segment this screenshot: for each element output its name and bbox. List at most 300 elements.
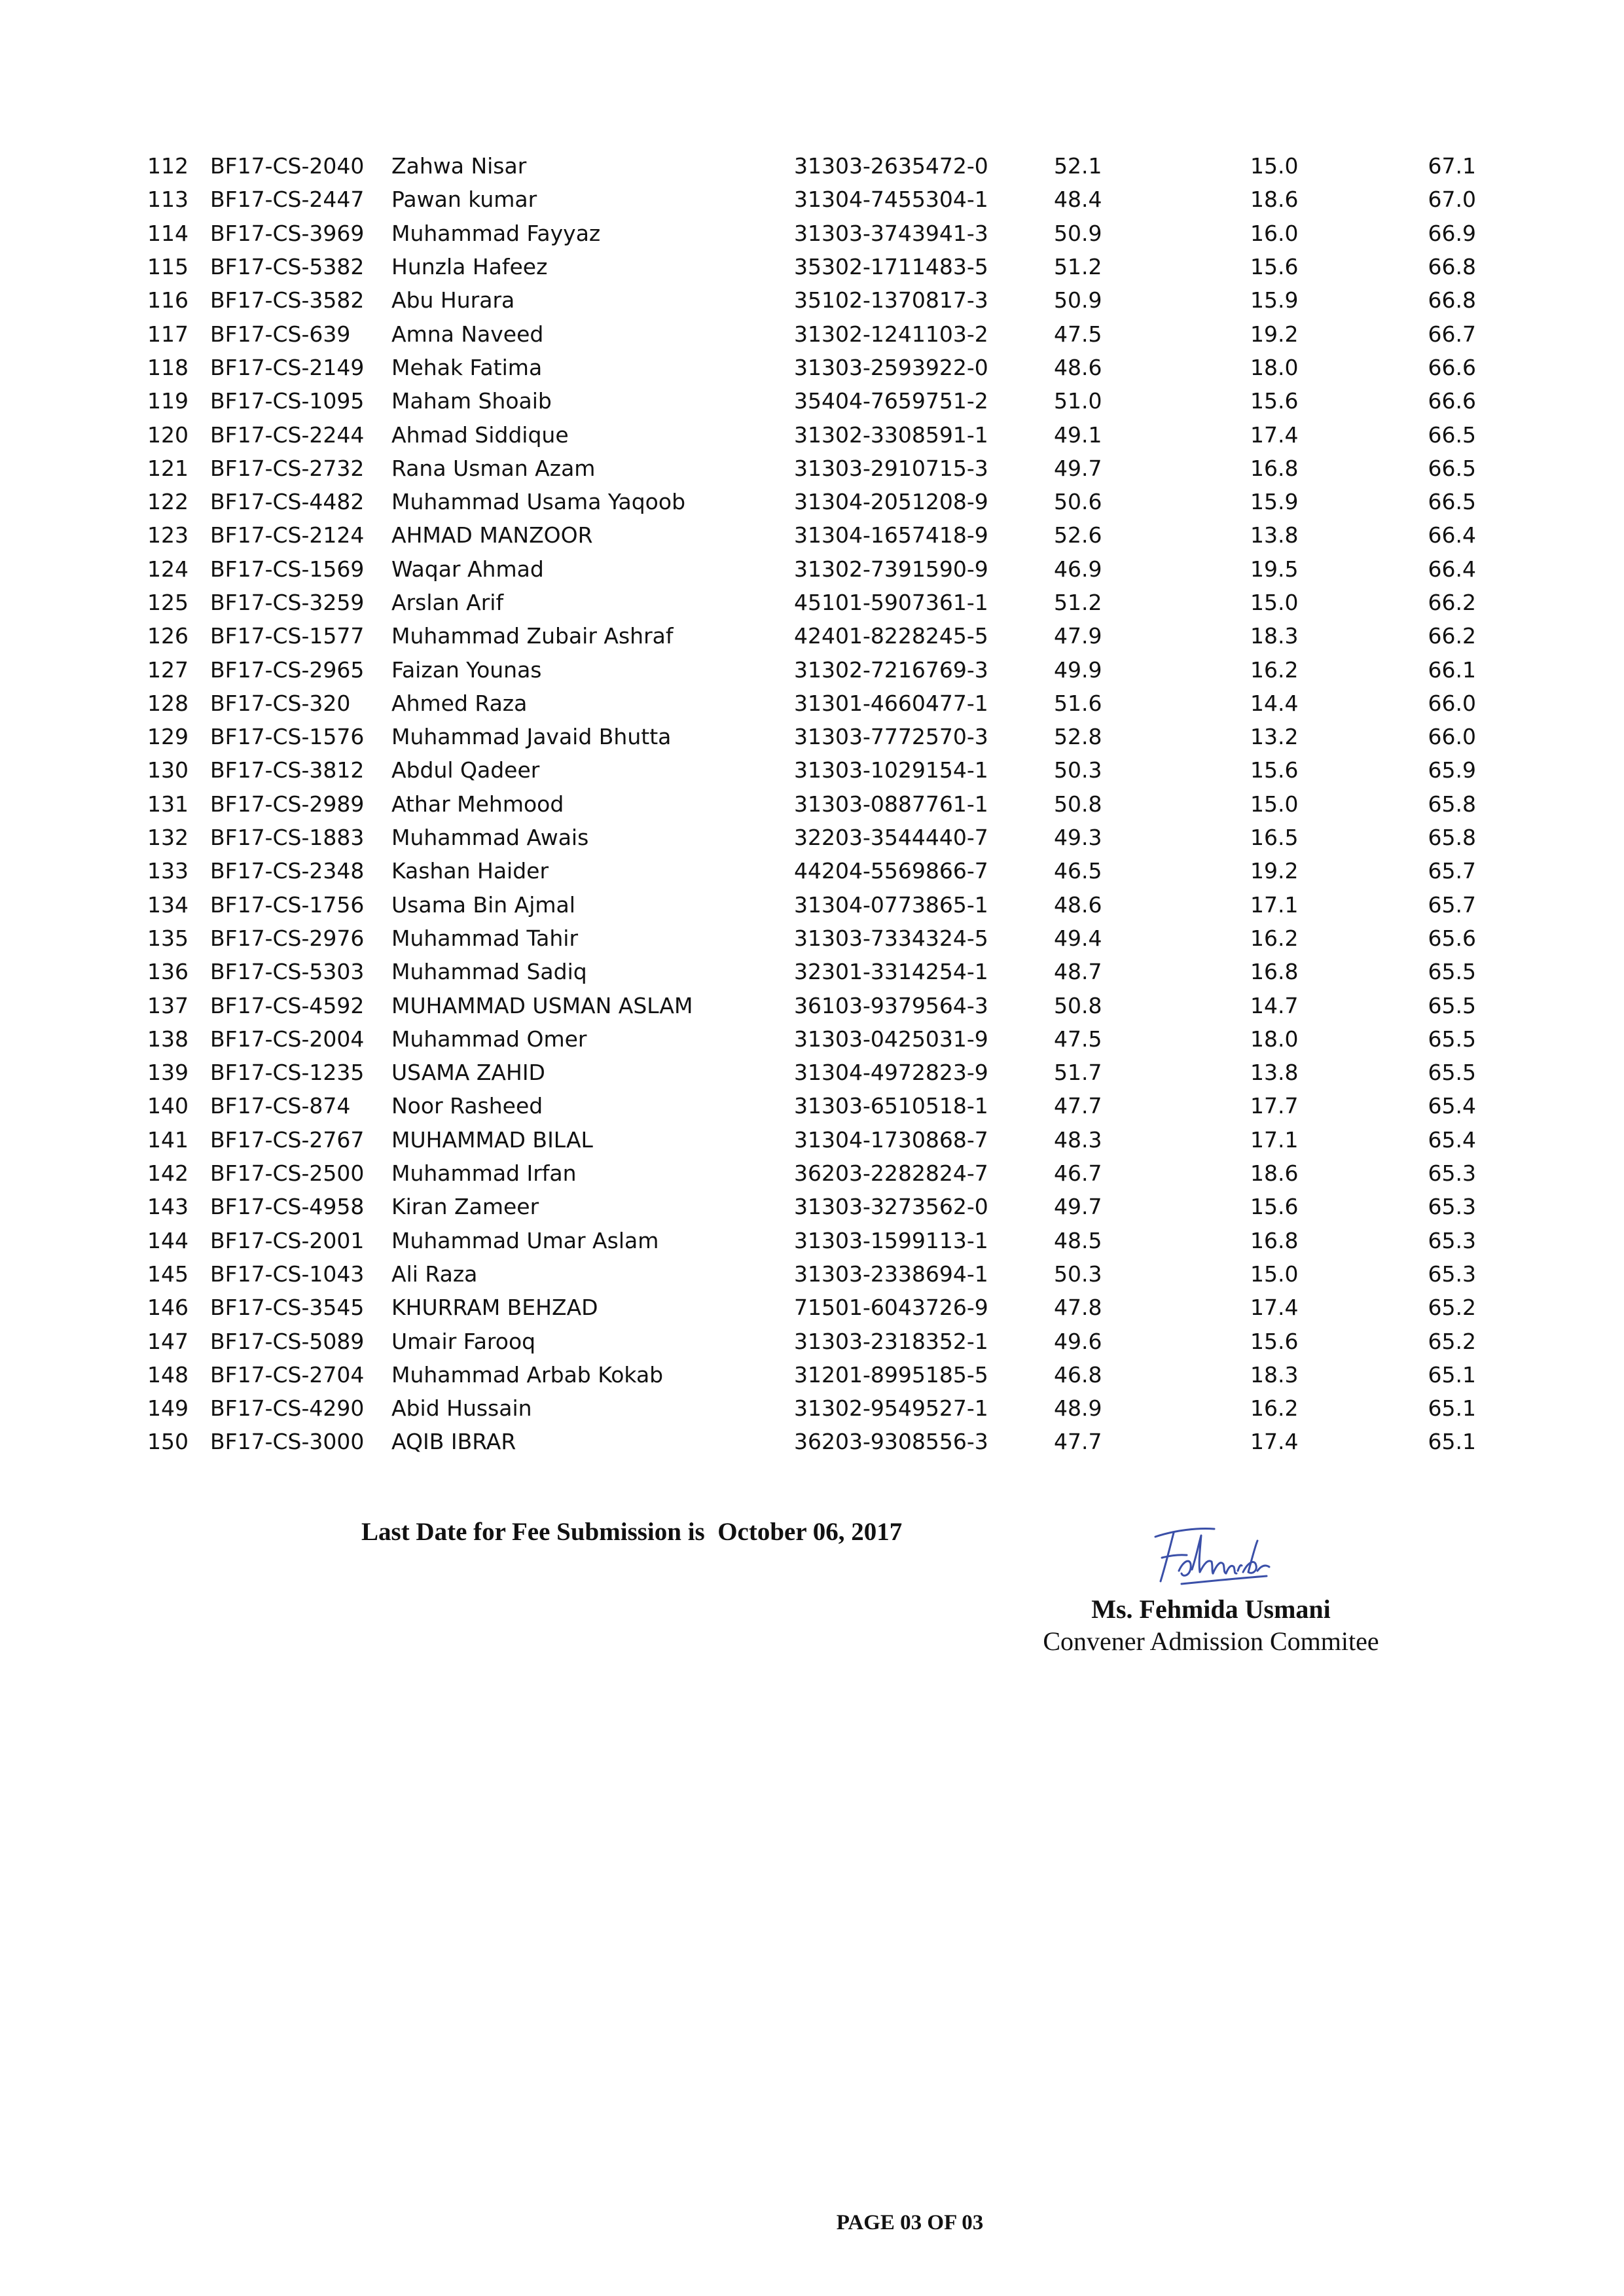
marks-a-cell: 50.8 xyxy=(1054,791,1102,817)
registration-number-cell: BF17-CS-5089 xyxy=(210,1328,365,1354)
marks-b-cell: 17.1 xyxy=(1250,1126,1299,1153)
table-row xyxy=(147,787,1476,821)
candidate-name-cell: Arslan Arif xyxy=(391,590,504,615)
cnic-cell: 31304-4972823-9 xyxy=(794,1060,988,1086)
cnic-cell: 31304-2051208-9 xyxy=(794,489,988,515)
serial-number-cell: 147 xyxy=(147,1328,189,1354)
table-row xyxy=(147,317,1476,350)
marks-b-cell: 13.2 xyxy=(1250,724,1299,750)
serial-number-cell: 124 xyxy=(147,556,189,582)
serial-number-cell: 128 xyxy=(147,690,189,716)
table-row xyxy=(147,1291,1476,1324)
registration-number-cell: BF17-CS-2767 xyxy=(210,1126,365,1153)
marks-b-cell: 19.2 xyxy=(1250,858,1299,884)
registration-number-cell: BF17-CS-2732 xyxy=(210,455,365,481)
aggregate-cell: 66.9 xyxy=(1428,220,1476,246)
signature-image xyxy=(1136,1518,1273,1594)
table-row xyxy=(147,1257,1476,1291)
serial-number-cell: 131 xyxy=(147,791,189,817)
registration-number-cell: BF17-CS-5382 xyxy=(210,254,365,280)
cnic-cell: 45101-5907361-1 xyxy=(794,590,988,615)
marks-b-cell: 19.5 xyxy=(1250,556,1299,582)
serial-number-cell: 134 xyxy=(147,891,189,918)
aggregate-cell: 65.5 xyxy=(1428,959,1476,985)
candidate-name-cell: Ahmad Siddique xyxy=(391,422,569,448)
aggregate-cell: 66.1 xyxy=(1428,656,1476,683)
marks-b-cell: 15.0 xyxy=(1250,1261,1299,1287)
aggregate-cell: 65.2 xyxy=(1428,1295,1476,1321)
marks-b-cell: 16.2 xyxy=(1250,1395,1299,1422)
table-row xyxy=(147,1157,1476,1190)
aggregate-cell: 66.4 xyxy=(1428,522,1476,548)
serial-number-cell: 140 xyxy=(147,1093,189,1119)
serial-number-cell: 115 xyxy=(147,254,189,280)
serial-number-cell: 129 xyxy=(147,724,189,750)
table-row xyxy=(147,888,1476,922)
serial-number-cell: 145 xyxy=(147,1261,189,1287)
serial-number-cell: 130 xyxy=(147,757,189,783)
registration-number-cell: BF17-CS-2500 xyxy=(210,1160,365,1187)
marks-b-cell: 15.9 xyxy=(1250,287,1299,314)
marks-b-cell: 18.0 xyxy=(1250,354,1299,380)
aggregate-cell: 66.8 xyxy=(1428,254,1476,280)
serial-number-cell: 141 xyxy=(147,1126,189,1153)
aggregate-cell: 65.4 xyxy=(1428,1126,1476,1153)
marks-a-cell: 49.9 xyxy=(1054,656,1102,683)
candidate-name-cell: MUHAMMAD BILAL xyxy=(391,1126,593,1153)
cnic-cell: 44204-5569866-7 xyxy=(794,858,988,884)
candidate-name-cell: Muhammad Arbab Kokab xyxy=(391,1361,664,1388)
table-row xyxy=(147,821,1476,854)
registration-number-cell: BF17-CS-874 xyxy=(210,1093,351,1119)
cnic-cell: 35404-7659751-2 xyxy=(794,388,988,414)
cnic-cell: 31303-1599113-1 xyxy=(794,1227,988,1253)
registration-number-cell: BF17-CS-2124 xyxy=(210,522,365,548)
cnic-cell: 35302-1711483-5 xyxy=(794,254,988,280)
serial-number-cell: 136 xyxy=(147,959,189,985)
table-row xyxy=(147,1224,1476,1257)
marks-a-cell: 46.5 xyxy=(1054,858,1102,884)
aggregate-cell: 67.1 xyxy=(1428,153,1476,179)
serial-number-cell: 144 xyxy=(147,1227,189,1253)
candidate-name-cell: Kiran Zameer xyxy=(391,1194,539,1220)
marks-a-cell: 46.9 xyxy=(1054,556,1102,582)
cnic-cell: 32301-3314254-1 xyxy=(794,959,988,985)
candidate-name-cell: KHURRAM BEHZAD xyxy=(391,1295,598,1321)
candidate-name-cell: MUHAMMAD USMAN ASLAM xyxy=(391,992,693,1018)
candidate-name-cell: Athar Mehmood xyxy=(391,791,564,817)
table-row xyxy=(147,149,1476,183)
cnic-cell: 31304-7455304-1 xyxy=(794,187,988,213)
aggregate-cell: 65.5 xyxy=(1428,1060,1476,1086)
registration-number-cell: BF17-CS-3582 xyxy=(210,287,365,314)
aggregate-cell: 66.6 xyxy=(1428,354,1476,380)
marks-b-cell: 18.3 xyxy=(1250,1361,1299,1388)
registration-number-cell: BF17-CS-3812 xyxy=(210,757,365,783)
cnic-cell: 36103-9379564-3 xyxy=(794,992,988,1018)
table-row xyxy=(147,250,1476,283)
serial-number-cell: 113 xyxy=(147,187,189,213)
marks-b-cell: 16.2 xyxy=(1250,925,1299,951)
aggregate-cell: 65.8 xyxy=(1428,791,1476,817)
registration-number-cell: BF17-CS-4592 xyxy=(210,992,365,1018)
table-row xyxy=(147,955,1476,988)
marks-b-cell: 13.8 xyxy=(1250,1060,1299,1086)
marks-a-cell: 47.7 xyxy=(1054,1429,1102,1455)
serial-number-cell: 137 xyxy=(147,992,189,1018)
registration-number-cell: BF17-CS-4958 xyxy=(210,1194,365,1220)
marks-a-cell: 51.2 xyxy=(1054,254,1102,280)
marks-a-cell: 50.9 xyxy=(1054,220,1102,246)
registration-number-cell: BF17-CS-1883 xyxy=(210,825,365,851)
serial-number-cell: 114 xyxy=(147,220,189,246)
marks-b-cell: 15.6 xyxy=(1250,1328,1299,1354)
marks-a-cell: 49.3 xyxy=(1054,825,1102,851)
marks-b-cell: 19.2 xyxy=(1250,321,1299,347)
marks-a-cell: 48.5 xyxy=(1054,1227,1102,1253)
table-row xyxy=(147,854,1476,888)
marks-b-cell: 17.4 xyxy=(1250,1295,1299,1321)
marks-a-cell: 48.7 xyxy=(1054,959,1102,985)
serial-number-cell: 135 xyxy=(147,925,189,951)
marks-a-cell: 51.2 xyxy=(1054,590,1102,615)
cnic-cell: 31303-0887761-1 xyxy=(794,791,988,817)
candidate-name-cell: Muhammad Awais xyxy=(391,825,589,851)
registration-number-cell: BF17-CS-1577 xyxy=(210,623,365,649)
cnic-cell: 31304-1730868-7 xyxy=(794,1126,988,1153)
registration-number-cell: BF17-CS-2149 xyxy=(210,354,365,380)
candidate-name-cell: Usama Bin Ajmal xyxy=(391,891,575,918)
marks-b-cell: 17.7 xyxy=(1250,1093,1299,1119)
marks-a-cell: 49.6 xyxy=(1054,1328,1102,1354)
marks-b-cell: 16.8 xyxy=(1250,959,1299,985)
aggregate-cell: 66.7 xyxy=(1428,321,1476,347)
aggregate-cell: 66.2 xyxy=(1428,590,1476,615)
marks-a-cell: 50.6 xyxy=(1054,489,1102,515)
marks-b-cell: 15.0 xyxy=(1250,153,1299,179)
table-row xyxy=(147,687,1476,720)
serial-number-cell: 117 xyxy=(147,321,189,347)
registration-number-cell: BF17-CS-3000 xyxy=(210,1429,365,1455)
aggregate-cell: 65.3 xyxy=(1428,1261,1476,1287)
candidate-name-cell: Zahwa Nisar xyxy=(391,153,527,179)
candidate-name-cell: Pawan kumar xyxy=(391,187,537,213)
page-number: PAGE 03 OF 03 xyxy=(836,2211,984,2234)
candidate-name-cell: Abid Hussain xyxy=(391,1395,532,1422)
table-row xyxy=(147,922,1476,955)
aggregate-cell: 65.6 xyxy=(1428,925,1476,951)
marks-a-cell: 47.9 xyxy=(1054,623,1102,649)
candidate-name-cell: Rana Usman Azam xyxy=(391,455,596,481)
registration-number-cell: BF17-CS-639 xyxy=(210,321,351,347)
cnic-cell: 31301-4660477-1 xyxy=(794,690,988,716)
cnic-cell: 31303-2593922-0 xyxy=(794,354,988,380)
candidate-name-cell: Amna Naveed xyxy=(391,321,544,347)
marks-a-cell: 47.7 xyxy=(1054,1093,1102,1119)
table-row xyxy=(147,552,1476,586)
serial-number-cell: 125 xyxy=(147,590,189,615)
cnic-cell: 31201-8995185-5 xyxy=(794,1361,988,1388)
marks-a-cell: 49.7 xyxy=(1054,1194,1102,1220)
aggregate-cell: 66.5 xyxy=(1428,489,1476,515)
serial-number-cell: 133 xyxy=(147,858,189,884)
candidate-name-cell: Ahmed Raza xyxy=(391,690,528,716)
marks-a-cell: 52.6 xyxy=(1054,522,1102,548)
aggregate-cell: 67.0 xyxy=(1428,187,1476,213)
cnic-cell: 71501-6043726-9 xyxy=(794,1295,988,1321)
cnic-cell: 31303-3743941-3 xyxy=(794,220,988,246)
registration-number-cell: BF17-CS-2965 xyxy=(210,656,365,683)
table-row xyxy=(147,183,1476,216)
marks-b-cell: 18.0 xyxy=(1250,1026,1299,1052)
table-row xyxy=(147,1123,1476,1157)
candidate-name-cell: Abu Hurara xyxy=(391,287,515,314)
cnic-cell: 31303-6510518-1 xyxy=(794,1093,988,1119)
aggregate-cell: 66.5 xyxy=(1428,422,1476,448)
table-row xyxy=(147,720,1476,753)
marks-a-cell: 48.6 xyxy=(1054,354,1102,380)
serial-number-cell: 127 xyxy=(147,656,189,683)
table-row xyxy=(147,518,1476,552)
cnic-cell: 31303-7772570-3 xyxy=(794,724,988,750)
serial-number-cell: 132 xyxy=(147,825,189,851)
fee-submission-notice: Last Date for Fee Submission is October 06, 2017 xyxy=(361,1518,903,1546)
marks-a-cell: 51.7 xyxy=(1054,1060,1102,1086)
marks-a-cell: 47.5 xyxy=(1054,321,1102,347)
candidate-name-cell: USAMA ZAHID xyxy=(391,1060,545,1086)
serial-number-cell: 146 xyxy=(147,1295,189,1321)
registration-number-cell: BF17-CS-2004 xyxy=(210,1026,365,1052)
table-row xyxy=(147,1358,1476,1391)
candidate-name-cell: Hunzla Hafeez xyxy=(391,254,548,280)
aggregate-cell: 65.2 xyxy=(1428,1328,1476,1354)
aggregate-cell: 65.1 xyxy=(1428,1429,1476,1455)
marks-b-cell: 18.6 xyxy=(1250,1160,1299,1187)
candidate-name-cell: Maham Shoaib xyxy=(391,388,552,414)
table-row xyxy=(147,619,1476,653)
registration-number-cell: BF17-CS-1043 xyxy=(210,1261,365,1287)
marks-b-cell: 17.4 xyxy=(1250,1429,1299,1455)
marks-b-cell: 15.0 xyxy=(1250,791,1299,817)
cnic-cell: 36203-2282824-7 xyxy=(794,1160,988,1187)
registration-number-cell: BF17-CS-2001 xyxy=(210,1227,365,1253)
marks-a-cell: 52.1 xyxy=(1054,153,1102,179)
table-row xyxy=(147,351,1476,384)
candidate-name-cell: Umair Farooq xyxy=(391,1328,536,1354)
registration-number-cell: BF17-CS-3259 xyxy=(210,590,365,615)
marks-b-cell: 15.6 xyxy=(1250,1194,1299,1220)
registration-number-cell: BF17-CS-2989 xyxy=(210,791,365,817)
candidate-name-cell: Muhammad Irfan xyxy=(391,1160,577,1187)
aggregate-cell: 66.6 xyxy=(1428,388,1476,414)
aggregate-cell: 65.7 xyxy=(1428,858,1476,884)
cnic-cell: 42401-8228245-5 xyxy=(794,623,988,649)
candidate-name-cell: Muhammad Zubair Ashraf xyxy=(391,623,674,649)
serial-number-cell: 121 xyxy=(147,455,189,481)
aggregate-cell: 66.4 xyxy=(1428,556,1476,582)
cnic-cell: 31303-2318352-1 xyxy=(794,1328,988,1354)
candidate-name-cell: Muhammad Tahir xyxy=(391,925,579,951)
serial-number-cell: 123 xyxy=(147,522,189,548)
table-row xyxy=(147,753,1476,787)
merit-list-body xyxy=(147,149,1476,1459)
candidate-name-cell: Ali Raza xyxy=(391,1261,478,1287)
marks-a-cell: 50.9 xyxy=(1054,287,1102,314)
aggregate-cell: 65.9 xyxy=(1428,757,1476,783)
marks-b-cell: 16.0 xyxy=(1250,220,1299,246)
registration-number-cell: BF17-CS-1576 xyxy=(210,724,365,750)
candidate-name-cell: Muhammad Omer xyxy=(391,1026,587,1052)
candidate-name-cell: Muhammad Umar Aslam xyxy=(391,1227,659,1253)
aggregate-cell: 65.3 xyxy=(1428,1160,1476,1187)
marks-a-cell: 47.5 xyxy=(1054,1026,1102,1052)
registration-number-cell: BF17-CS-1095 xyxy=(210,388,365,414)
marks-a-cell: 48.4 xyxy=(1054,187,1102,213)
aggregate-cell: 65.5 xyxy=(1428,1026,1476,1052)
marks-b-cell: 15.9 xyxy=(1250,489,1299,515)
registration-number-cell: BF17-CS-1235 xyxy=(210,1060,365,1086)
marks-a-cell: 50.8 xyxy=(1054,992,1102,1018)
marks-b-cell: 16.5 xyxy=(1250,825,1299,851)
marks-b-cell: 15.6 xyxy=(1250,388,1299,414)
candidate-name-cell: Noor Rasheed xyxy=(391,1093,543,1119)
marks-b-cell: 16.8 xyxy=(1250,1227,1299,1253)
marks-b-cell: 14.7 xyxy=(1250,992,1299,1018)
candidate-name-cell: Faizan Younas xyxy=(391,656,542,683)
table-row xyxy=(147,1022,1476,1056)
marks-a-cell: 48.9 xyxy=(1054,1395,1102,1422)
marks-a-cell: 47.8 xyxy=(1054,1295,1102,1321)
registration-number-cell: BF17-CS-320 xyxy=(210,690,351,716)
aggregate-cell: 66.2 xyxy=(1428,623,1476,649)
table-row xyxy=(147,1324,1476,1357)
marks-b-cell: 17.1 xyxy=(1250,891,1299,918)
serial-number-cell: 116 xyxy=(147,287,189,314)
registration-number-cell: BF17-CS-4290 xyxy=(210,1395,365,1422)
cnic-cell: 31303-7334324-5 xyxy=(794,925,988,951)
cnic-cell: 35102-1370817-3 xyxy=(794,287,988,314)
cnic-cell: 31302-7216769-3 xyxy=(794,656,988,683)
cnic-cell: 31302-3308591-1 xyxy=(794,422,988,448)
aggregate-cell: 65.7 xyxy=(1428,891,1476,918)
table-row xyxy=(147,418,1476,451)
marks-b-cell: 17.4 xyxy=(1250,422,1299,448)
registration-number-cell: BF17-CS-2704 xyxy=(210,1361,365,1388)
serial-number-cell: 148 xyxy=(147,1361,189,1388)
table-row xyxy=(147,1190,1476,1223)
registration-number-cell: BF17-CS-1756 xyxy=(210,891,365,918)
marks-a-cell: 51.6 xyxy=(1054,690,1102,716)
table-row xyxy=(147,1425,1476,1458)
registration-number-cell: BF17-CS-1569 xyxy=(210,556,365,582)
aggregate-cell: 65.1 xyxy=(1428,1395,1476,1422)
marks-b-cell: 18.3 xyxy=(1250,623,1299,649)
merit-list-table xyxy=(147,149,1476,1459)
table-row xyxy=(147,586,1476,619)
aggregate-cell: 65.3 xyxy=(1428,1227,1476,1253)
table-row xyxy=(147,1391,1476,1425)
registration-number-cell: BF17-CS-2244 xyxy=(210,422,365,448)
cnic-cell: 31303-2635472-0 xyxy=(794,153,988,179)
candidate-name-cell: AHMAD MANZOOR xyxy=(391,522,593,548)
signatory-title: Convener Admission Commitee xyxy=(1043,1626,1379,1656)
cnic-cell: 31303-3273562-0 xyxy=(794,1194,988,1220)
marks-b-cell: 15.0 xyxy=(1250,590,1299,615)
registration-number-cell: BF17-CS-2348 xyxy=(210,858,365,884)
aggregate-cell: 65.1 xyxy=(1428,1361,1476,1388)
aggregate-cell: 66.5 xyxy=(1428,455,1476,481)
table-row xyxy=(147,1056,1476,1089)
marks-a-cell: 50.3 xyxy=(1054,1261,1102,1287)
serial-number-cell: 126 xyxy=(147,623,189,649)
cnic-cell: 31304-0773865-1 xyxy=(794,891,988,918)
registration-number-cell: BF17-CS-2447 xyxy=(210,187,365,213)
serial-number-cell: 138 xyxy=(147,1026,189,1052)
candidate-name-cell: Waqar Ahmad xyxy=(391,556,544,582)
marks-b-cell: 14.4 xyxy=(1250,690,1299,716)
serial-number-cell: 143 xyxy=(147,1194,189,1220)
serial-number-cell: 112 xyxy=(147,153,189,179)
marks-a-cell: 52.8 xyxy=(1054,724,1102,750)
cnic-cell: 31303-2338694-1 xyxy=(794,1261,988,1287)
candidate-name-cell: AQIB IBRAR xyxy=(391,1429,516,1455)
candidate-name-cell: Muhammad Javaid Bhutta xyxy=(391,724,672,750)
table-row xyxy=(147,485,1476,518)
table-row xyxy=(147,384,1476,418)
cnic-cell: 31304-1657418-9 xyxy=(794,522,988,548)
marks-b-cell: 13.8 xyxy=(1250,522,1299,548)
table-row xyxy=(147,283,1476,317)
table-row xyxy=(147,217,1476,250)
registration-number-cell: BF17-CS-2040 xyxy=(210,153,365,179)
marks-b-cell: 15.6 xyxy=(1250,757,1299,783)
marks-a-cell: 49.4 xyxy=(1054,925,1102,951)
aggregate-cell: 66.0 xyxy=(1428,724,1476,750)
marks-a-cell: 49.1 xyxy=(1054,422,1102,448)
serial-number-cell: 149 xyxy=(147,1395,189,1422)
registration-number-cell: BF17-CS-4482 xyxy=(210,489,365,515)
cnic-cell: 31303-1029154-1 xyxy=(794,757,988,783)
candidate-name-cell: Muhammad Usama Yaqoob xyxy=(391,489,686,515)
marks-b-cell: 18.6 xyxy=(1250,187,1299,213)
registration-number-cell: BF17-CS-3545 xyxy=(210,1295,365,1321)
registration-number-cell: BF17-CS-3969 xyxy=(210,220,365,246)
serial-number-cell: 118 xyxy=(147,354,189,380)
marks-a-cell: 50.3 xyxy=(1054,757,1102,783)
marks-a-cell: 46.8 xyxy=(1054,1361,1102,1388)
aggregate-cell: 66.0 xyxy=(1428,690,1476,716)
aggregate-cell: 65.3 xyxy=(1428,1194,1476,1220)
marks-a-cell: 46.7 xyxy=(1054,1160,1102,1187)
candidate-name-cell: Mehak Fatima xyxy=(391,354,543,380)
cnic-cell: 36203-9308556-3 xyxy=(794,1429,988,1455)
aggregate-cell: 65.5 xyxy=(1428,992,1476,1018)
marks-b-cell: 16.8 xyxy=(1250,455,1299,481)
signatory-name: Ms. Fehmida Usmani xyxy=(1091,1594,1331,1624)
candidate-name-cell: Abdul Qadeer xyxy=(391,757,540,783)
marks-b-cell: 15.6 xyxy=(1250,254,1299,280)
cnic-cell: 31303-0425031-9 xyxy=(794,1026,988,1052)
serial-number-cell: 139 xyxy=(147,1060,189,1086)
marks-a-cell: 51.0 xyxy=(1054,388,1102,414)
marks-b-cell: 16.2 xyxy=(1250,656,1299,683)
candidate-name-cell: Kashan Haider xyxy=(391,858,549,884)
serial-number-cell: 119 xyxy=(147,388,189,414)
table-row xyxy=(147,1089,1476,1122)
serial-number-cell: 142 xyxy=(147,1160,189,1187)
table-row xyxy=(147,452,1476,485)
aggregate-cell: 65.8 xyxy=(1428,825,1476,851)
